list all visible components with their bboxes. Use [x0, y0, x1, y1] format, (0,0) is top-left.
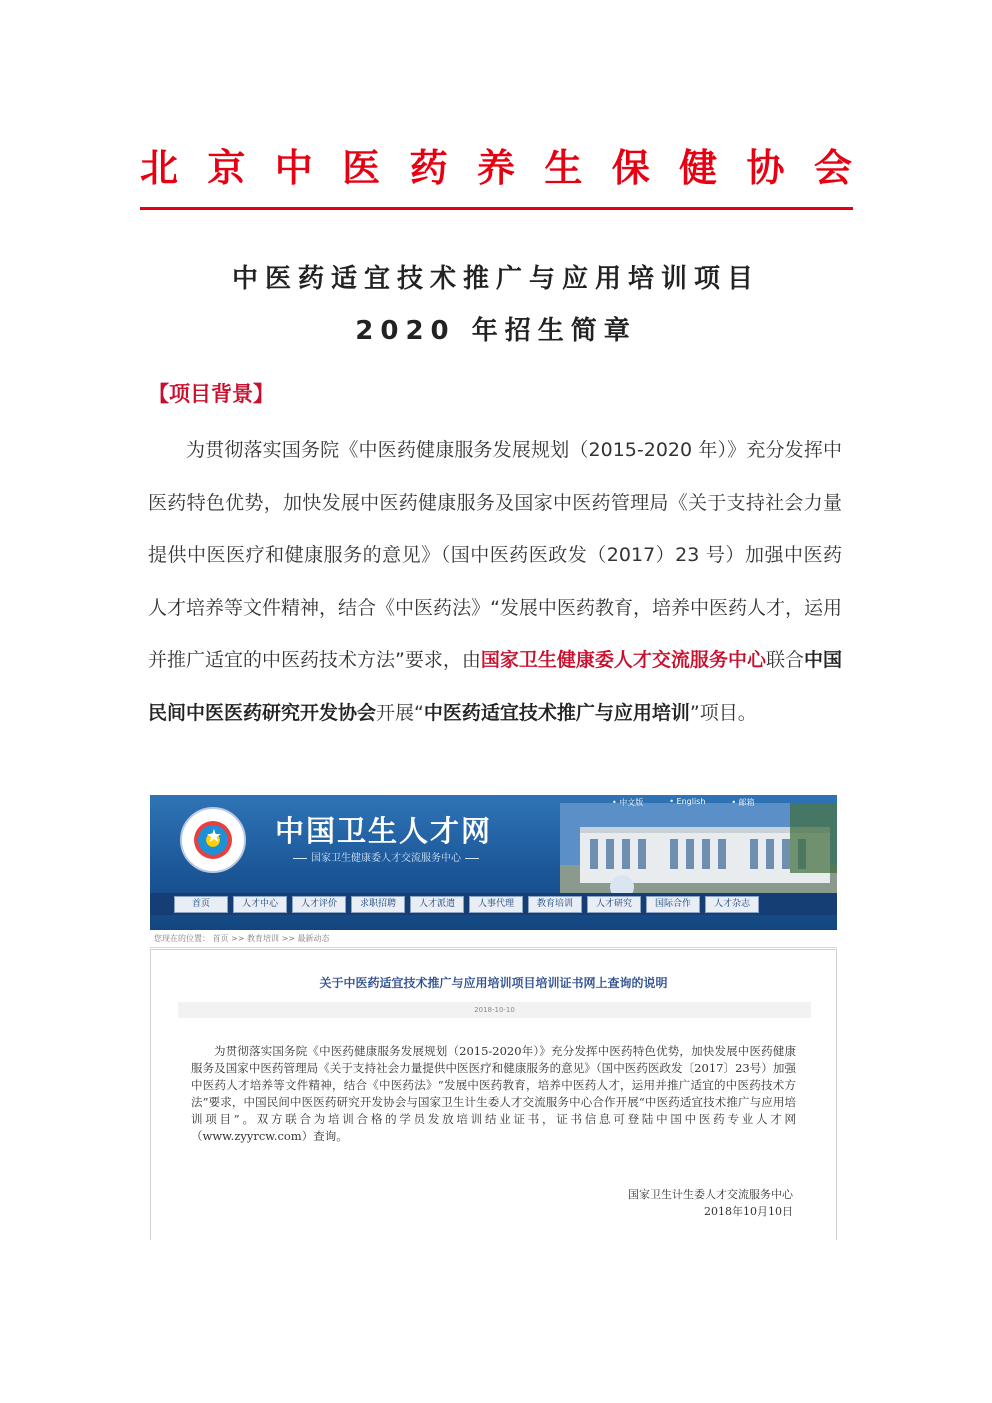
header-divider: [140, 207, 853, 210]
paragraph-text: 联合: [765, 649, 804, 671]
signature-org: 国家卫生计生委人才交流服务中心: [628, 1188, 793, 1201]
paragraph-text: 为贯彻落实国务院《中医药健康服务发展规划（2015-2020 年）》充分发挥中医药特色优势，加快发展中医药健康服务及国家中医药管理局《关于支持社会力量提供中医医疗和健康服务的意见》（国中医药医政发（2017）23 号）加强中医药人才培养等文件精神，结合《中医药法》“发展中医药教育，培养中医药人才，运用并推广适宜的中医药技术方法”要求，由: [148, 439, 842, 671]
org-title-char: 中: [274, 145, 313, 190]
site-navbar: [150, 893, 837, 915]
nav-menu: [174, 896, 759, 913]
nav-item-talent-evaluation: 人才评价: [292, 896, 346, 913]
org-title-char: 北: [140, 145, 179, 190]
highlight-partner-name: 中国民间中医医药研究开发协会: [148, 649, 842, 724]
org-title-char: 协: [746, 145, 785, 190]
org-title-char: 养: [476, 145, 515, 190]
article-body: 为贯彻落实国务院《中医药健康服务发展规划（2015-2020年）》充分发挥中医药特色优势，加快发展中医药健康服务及国家中医药管理局《关于支持社会力量提供中医医疗和健康服务的意见》（国中医药医政发〔2017〕23号）加强中医药人才培养等文件精神，结合《中医药法》“发展中医药教育，培养中医药人才，运用并推广适宜的中医药技术方法”要求，中国民间中医医药研究开发协会与国家卫生计生委人才交流服务中心合作开展“中医药适宜技术推广与应用培训项目”。双方联合为培训合格的学员发放培训结业证书，证书信息可登陆中国中医药专业人才网（www.zyyrcw.com）查询。: [191, 1044, 796, 1143]
nav-item-education: 教育培训: [528, 896, 582, 913]
notice-article: [150, 949, 837, 1240]
section-heading: 【项目背景】: [148, 382, 274, 406]
background-paragraph: [148, 424, 842, 739]
language-links: [612, 797, 755, 808]
org-title: [140, 136, 852, 192]
site-subtitle: [275, 849, 497, 864]
site-subtitle-text: 国家卫生健康委人才交流服务中心: [311, 853, 461, 864]
lang-link-english: • English: [669, 797, 706, 806]
lang-link-chinese: • 中文版: [612, 798, 644, 807]
org-title-char: 医: [342, 145, 381, 190]
nav-item-talent-center: 人才中心: [233, 896, 287, 913]
nav-item-research: 人才研究: [587, 896, 641, 913]
article-title: 关于中医药适宜技术推广与应用培训项目培训证书网上查询的说明: [319, 976, 668, 990]
nav-item-home: 首页: [174, 896, 228, 913]
lang-link-mail: • 邮箱: [731, 798, 755, 807]
logo-star-icon: ★: [205, 826, 223, 847]
article-signature: [628, 1186, 793, 1220]
article-date: 2018-10-10: [178, 1002, 811, 1018]
site-name: 中国卫生人才网: [275, 814, 493, 848]
site-logo: [180, 807, 246, 873]
nav-item-magazine: 人才杂志: [705, 896, 759, 913]
nav-item-personnel-agency: 人事代理: [469, 896, 523, 913]
highlight-project-name: 中医药适宜技术推广与应用培训: [423, 701, 690, 724]
breadcrumb: [150, 931, 837, 948]
document-title-line1: 中医药适宜技术推广与应用培训项目: [231, 264, 760, 294]
breadcrumb-text: 您现在的位置： 首页 >> 教育培训 >> 最新动态: [154, 934, 330, 943]
org-title-char: 保: [611, 145, 650, 190]
nav-item-dispatch: 人才派遣: [410, 896, 464, 913]
site-banner: [150, 795, 837, 930]
document-title-line2: 2020 年招生简章: [355, 316, 637, 346]
paragraph-text: 开展“: [376, 701, 424, 724]
org-title-char: 健: [679, 145, 718, 190]
highlight-org-name: 国家卫生健康委人才交流服务中心: [480, 649, 766, 671]
signature-date: 2018年10月10日: [704, 1205, 793, 1218]
org-title-char: 会: [813, 145, 852, 190]
nav-item-recruitment: 求职招聘: [351, 896, 405, 913]
org-title-char: 药: [409, 145, 448, 190]
website-screenshot: [150, 795, 837, 1240]
nav-item-international: 国际合作: [646, 896, 700, 913]
paragraph-text: ”项目。: [689, 701, 757, 724]
org-title-char: 京: [207, 145, 246, 190]
org-title-char: 生: [544, 145, 583, 190]
building-photo-icon: [560, 803, 837, 903]
